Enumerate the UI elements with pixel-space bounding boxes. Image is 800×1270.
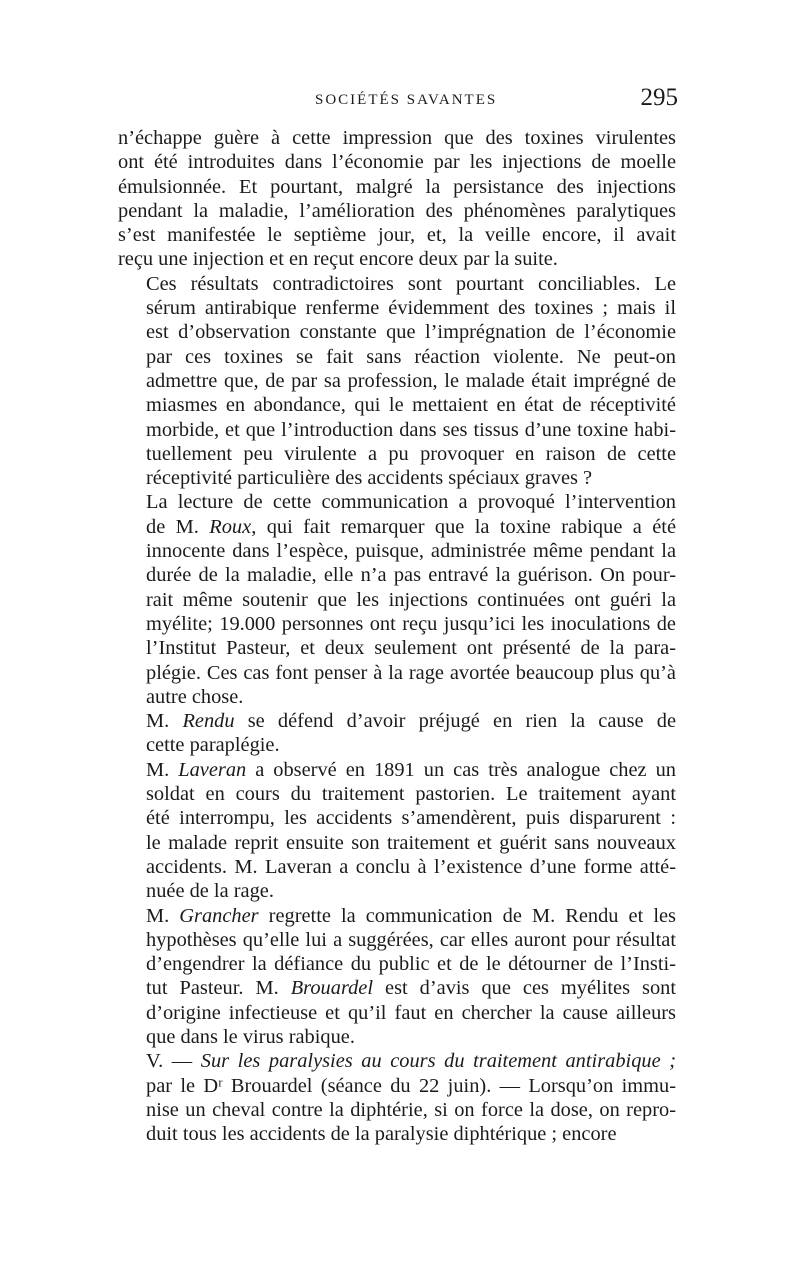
- paragraph: [118, 272, 676, 491]
- text-line: nise un cheval contre la diphtérie, si on force la dose, on repro-: [146, 1098, 676, 1121]
- body-text: [118, 126, 676, 1146]
- text-line: par ces toxines se fait sans réaction violente. Ne peut-on: [146, 345, 676, 368]
- text-line: reçu une injection et en reçut encore deux par la suite.: [118, 248, 558, 271]
- italic-name: Roux: [209, 515, 252, 538]
- text-line: Ces résultats contradictoires sont pourtant conciliables. Le: [146, 272, 676, 295]
- text-line: soldat en cours du traitement pastorien. Le traitement ayant: [146, 783, 676, 806]
- text-line: l’Institut Pasteur, et deux seulement ont présenté de la para-: [146, 637, 676, 660]
- text-line: duit tous les accidents de la paralysie diphtérique ; encore: [146, 1123, 617, 1146]
- text-line: durée de la maladie, elle n’a pas entravé la guérison. On pour-: [146, 564, 676, 587]
- text-line: n’échappe guère à cette impression que des toxines virulentes: [118, 127, 676, 149]
- text-line: M. Grancher regrette la communication de M. Rendu et les: [146, 904, 676, 927]
- italic-name: Grancher: [179, 904, 259, 927]
- italic-name: Brouardel: [290, 977, 374, 1000]
- running-head: [120, 84, 680, 118]
- text-line: ont été introduites dans l’économie par les injections de moelle: [118, 151, 676, 174]
- text-line: sérum antirabique renferme évidemment des toxines ; mais il: [146, 297, 676, 320]
- running-title: SOCIÉTÉS SAVANTES: [315, 92, 498, 108]
- text-line: hypothèses qu’elle lui a suggérées, car elles auront pour résultat: [146, 928, 676, 951]
- paragraph: [118, 1049, 676, 1146]
- text-line: tut Pasteur. M. Brouardel est d’avis que ces myélites sont: [146, 977, 676, 1000]
- text-line: autre chose.: [146, 685, 244, 708]
- text-line: émulsionnée. Et pourtant, malgré la persistance des injections: [118, 175, 676, 198]
- text-line: M. Rendu se défend d’avoir préjugé en rien la cause de: [146, 710, 677, 733]
- text-line: V. — Sur les paralysies au cours du traitement antirabique ;: [146, 1050, 677, 1073]
- text-line: s’est manifestée le septième jour, et, la veille encore, il avait: [118, 224, 676, 247]
- text-line: le malade reprit ensuite son traitement et guérit sans nouveaux: [146, 831, 676, 854]
- text-line: plégie. Ces cas font penser à la rage avortée beaucoup plus qu’à: [146, 661, 676, 684]
- italic-name: Laveran: [178, 758, 247, 781]
- paragraph: [118, 904, 676, 1050]
- text-line: La lecture de cette communication a provoqué l’intervention: [146, 491, 676, 514]
- text-line: admettre que, de par sa profession, le malade était imprégné de: [146, 369, 676, 392]
- paragraph: [118, 126, 676, 272]
- text-line: est d’observation constante que l’imprégnation de l’économie: [146, 321, 676, 344]
- text-line: M. Laveran a observé en 1891 un cas très analogue chez un: [146, 758, 677, 781]
- text-line: morbide, et que l’introduction dans ses tissus d’une toxine habi-: [146, 418, 676, 441]
- text-line: innocente dans l’espèce, puisque, administrée même pendant la: [146, 540, 676, 563]
- paragraph: [118, 709, 676, 758]
- text-line: de M. Roux, qui fait remarquer que la toxine rabique a été: [146, 515, 676, 538]
- text-line: d’engendrer la défiance du public et de le détourner de l’Insti-: [146, 953, 676, 976]
- text-line: été interrompu, les accidents s’amendèrent, puis disparurent :: [146, 807, 676, 830]
- text-line: pendant la maladie, l’amélioration des phénomènes paralytiques: [118, 199, 676, 222]
- italic-name: Rendu: [182, 710, 235, 733]
- text-line: myélite; 19.000 personnes ont reçu jusqu’ici les inoculations de: [146, 612, 676, 635]
- text-line: réceptivité particulière des accidents spéciaux graves ?: [146, 467, 593, 490]
- text-line: que dans le virus rabique.: [146, 1025, 355, 1048]
- text-line: rait même soutenir que les injections continuées ont guéri la: [146, 588, 676, 611]
- paragraph: [118, 490, 676, 709]
- italic-name: Sur les paralysies au cours du traitement antirabique ;: [200, 1050, 677, 1073]
- text-line: cette paraplégie.: [146, 734, 280, 757]
- text-line: accidents. M. Laveran a conclu à l’existence d’une forme atté-: [146, 855, 676, 878]
- text-line: miasmes en abondance, qui le mettaient en état de réceptivité: [146, 394, 676, 417]
- page-number: 295: [640, 84, 678, 111]
- text-line: nuée de la rage.: [146, 880, 274, 903]
- text-line: d’origine infectieuse et qu’il faut en chercher la cause ailleurs: [146, 1001, 676, 1024]
- text-line: par le Dʳ Brouardel (séance du 22 juin). — Lorsqu’on immu-: [146, 1074, 676, 1097]
- text-line: tuellement peu virulente a pu provoquer en raison de cette: [146, 442, 676, 465]
- paragraph: [118, 758, 676, 904]
